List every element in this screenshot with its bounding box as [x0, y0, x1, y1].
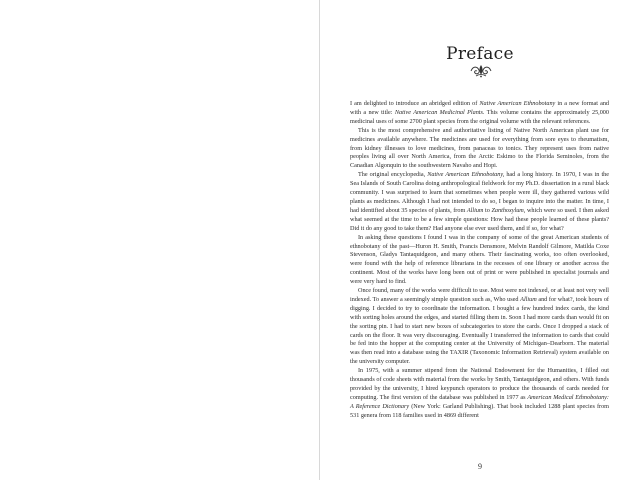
paragraph-text: which were so used. I then asked what seemed at the time to be a few simple questions: How had these people learned of these plants? Did it do any good to take them? Had anyone else ever used them, and if so, for what? [350, 206, 609, 232]
paragraph-text: The original encyclopedia, [358, 171, 428, 179]
body-paragraph [350, 127, 609, 172]
italic-title-text: American Medical Ethnobotany: A Reference Dictionary [350, 393, 609, 410]
body-paragraph [350, 171, 609, 233]
paragraph-text: Once found, many of the works were difficult to use. Most were not indexed, or at least not very well indexed. To answer a seemingly simple question such as, Who used [350, 287, 609, 303]
preface-body-text [350, 100, 609, 421]
paragraph-text: I am delighted to introduce an abridged edition of [350, 100, 480, 107]
body-paragraph [350, 100, 609, 127]
italic-title-text: Zanthoxylum, [491, 206, 526, 214]
paragraph-text: and for what?, took hours of digging. I decided to try to coordinate the information. I bought a few hundred index cards, the kind with sorting holes around the edges, and started filling them in. Soon I had more cards than would fit on the sorting pin. I had to start new boxes of subcategories to store the cards. Once I dropped a stack of cards on the floor. It was very discouraging. Eventually I transferred the information to cards that could be fed into the hopper at the computing center at the University of Michigan–Dearborn. The material was then read into a database using the TAXIR (Taxonomic Information Retrieval) system available on the university computer. [350, 295, 609, 366]
paragraph-text: This is the most comprehensive and authoritative listing of Native North American plant use for medicines available anywhere. The medicines are used for everything from sore eyes to rheumatism, from kidney illnesses to love medicines, from panaceas to tonics. They represent uses from native peoples living all over North America, from the Arctic Eskimo to the Florida Seminoles, from the Canadian Algonquin to the southwestern Navaho and Hopi. [350, 126, 609, 170]
page-title: Preface [446, 44, 514, 64]
italic-title-text: Allium [520, 295, 537, 303]
paragraph-text: In asking these questions I found I was in the company of some of the great American students of ethnobotany of the past—Huron H. Smith, Francis Densmore, Melvin Randolf Gilmore, Matilda Coxe Stevenson, Gladys Tantaquidgeon, and many others. Their fascinating works, too often overlooked, were found with the help of reference librarians in the recesses of one library or another across the continent. Most of the works have long been out of print or were published in specialist journals and were very hard to find. [350, 233, 609, 286]
body-paragraph [350, 367, 609, 420]
italic-title-text: Native American Ethnobotany [479, 100, 556, 107]
body-paragraph [350, 287, 609, 367]
italic-title-text: Native American Ethnobotany, [427, 171, 505, 179]
paragraph-text: In 1975, with a summer stipend from the National Endowment for the Humanities, I filled out thousands of code sheets with material from the works by Smith, Tantaquidgeon, and others. With funds provided by the university, I hired keypunch operators to produce the thousands of cards needed for computing. The first version of the database was published in 1977 as [350, 367, 609, 401]
italic-title-text: Allium [466, 206, 484, 214]
right-page [320, 0, 640, 480]
floral-ornament-icon [468, 62, 494, 78]
paragraph-text: This volume contains the approximately 25,000 medicinal uses of some 2700 plant species from the original volume with the relevant references. [350, 108, 609, 125]
paragraph-text: in a new format and with a new title: [350, 100, 610, 116]
paragraph-text: (New York: Garland Publishing). That book included 1288 plant species from 531 genera from 118 families used in 4869 different [350, 402, 609, 419]
page-number: 9 [478, 462, 482, 471]
paragraph-text: had a long history. In 1970, I was in the Sea Islands of South Carolina doing anthropological fieldwork for my Ph.D. dissertation in a rural black community. I was surprised to learn that sometimes when people were ill, they gathered various wild plants as medicines. Although I had not intended to do so, I began to inquire into the matter. In time, I had identified about 35 species of plants, from [350, 171, 609, 214]
italic-title-text: Native American Medicinal Plants. [394, 108, 485, 116]
paragraph-text: to [483, 206, 492, 214]
body-paragraph [350, 234, 609, 287]
